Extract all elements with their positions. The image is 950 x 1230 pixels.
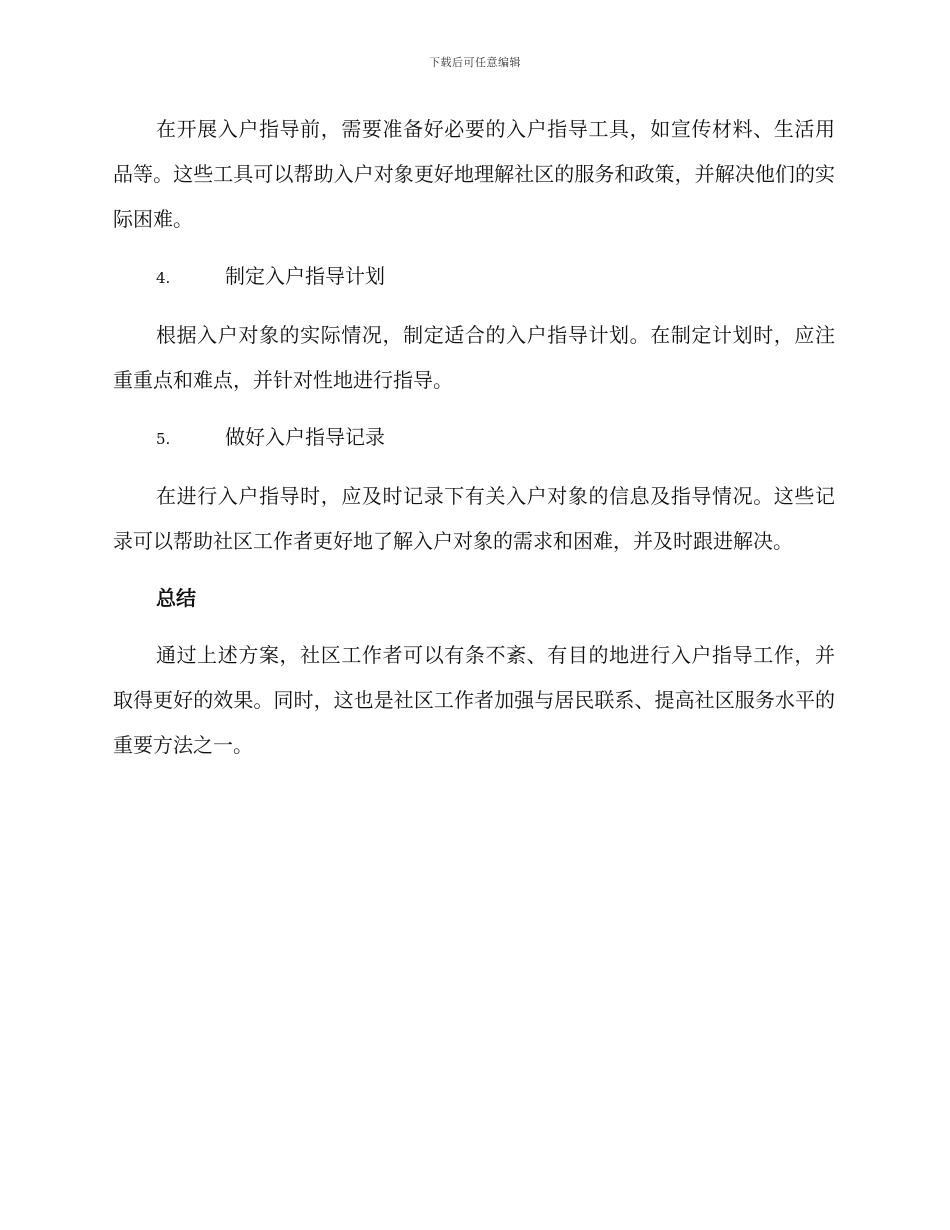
list-title: 制定入户指导计划 <box>225 264 385 288</box>
list-title: 做好入户指导记录 <box>225 425 385 449</box>
paragraph-records: 在进行入户指导时，应及时记录下有关入户对象的信息及指导情况。这些记录可以帮助社区工作者更好地了解入户对象的需求和困难，并及时跟进解决。 <box>113 484 835 553</box>
summary-heading: 总结 <box>156 586 196 610</box>
list-item-4 <box>113 254 835 301</box>
page-header: 下载后可任意编辑 <box>429 56 521 69</box>
paragraph-plan: 根据入户对象的实际情况，制定适合的入户指导计划。在制定计划时，应注重重点和难点，并针对性地进行指导。 <box>113 323 835 392</box>
list-item-5 <box>113 415 835 462</box>
list-number: 5. <box>156 430 171 448</box>
list-number: 4. <box>156 269 171 287</box>
document-body <box>113 107 835 780</box>
paragraph-tools: 在开展入户指导前，需要准备好必要的入户指导工具，如宣传材料、生活用品等。这些工具可以帮助入户对象更好地理解社区的服务和政策，并解决他们的实际困难。 <box>113 117 835 231</box>
paragraph-summary: 通过上述方案，社区工作者可以有条不紊、有目的地进行入户指导工作，并取得更好的效果。同时，这也是社区工作者加强与居民联系、提高社区服务水平的重要方法之一。 <box>113 643 835 757</box>
